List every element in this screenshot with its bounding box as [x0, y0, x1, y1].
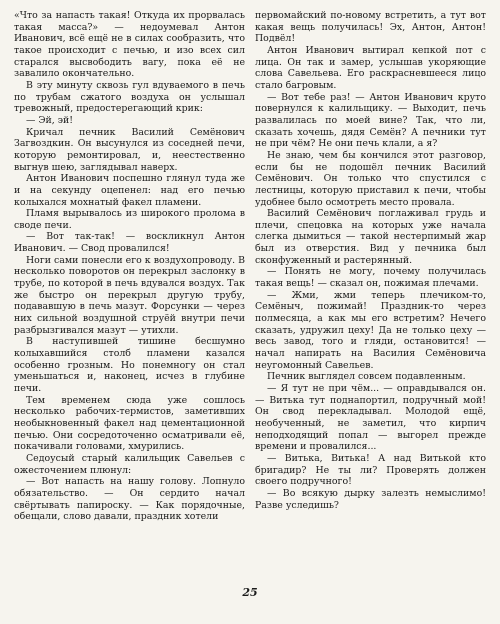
- paragraph: Печник выглядел совсем подавленным.: [267, 371, 466, 383]
- paragraph: Ноги сами понесли его к воздухопроводу. В несколько поворотов он перекрыл заслонку в трубе, по которой в печь вдувался воздух. Так же быстро он перекрыл другую трубу, подававшую в печь мазут. Форсунки — через них сильной воздушной струёй внутри печи разбрызгивался мазут — утихли.: [14, 254, 245, 336]
- paragraph: Седоусый старый калильщик Савельев с ожесточением плюнул:: [14, 452, 245, 476]
- paragraph: Василий Семёнович поглаживал грудь и плечи, спецовка на которых уже начала слегка дымиться — такой нестерпимый жар был из отверстия. Вид у печника был сконфуженный и растерянный.: [255, 208, 486, 266]
- right-column: [255, 10, 486, 580]
- paragraph: первомайский по-новому встретить, а тут вот какая вещь получилась! Эх, Антон, Антон! Подвёл!: [255, 10, 486, 45]
- paragraph: — Я тут не при чём... — оправдывался он. — Витька тут поднапортил, подручный мой! Он свод перекладывал. Молодой ещё, необученный, не заметил, что кирпич неподходящий попал — выгорел прежде времени и провалился...: [255, 383, 486, 453]
- paragraph: — Эй, эй!: [26, 114, 74, 126]
- left-column: [14, 10, 245, 580]
- paragraph: — Вот тебе раз! — Антон Иванович круто повернулся к калильщику. — Выходит, печь развалилась по моей вине? Так, что ли, сказать хочешь, дядя Семён? А печники тут не при чём? Не они печь клали, а я?: [255, 91, 486, 150]
- paragraph: — Жми, жми теперь плечиком-то, Семёныч, пожимай! Праздник-то через полмесяца, а как мы его встретим? Нечего сказать, удружил цеху! Да не только цеху — весь завод, того и гляди, остановится! — начал напирать на Василия Семёновича неугомонный Савельев.: [255, 289, 486, 371]
- paragraph: Пламя вырывалось из широкого пролома в своде печи.: [14, 208, 245, 231]
- paragraph: — Вот напасть на нашу голову. Лопнуло обязательство. — Он сердито начал свёртывать папироску. — Как порядочные, обещали, слово давали, праздник хотели: [14, 476, 245, 523]
- page-number: 25: [242, 586, 258, 599]
- paragraph: — Витька, Витька! А над Витькой кто бригадир? Не ты ли? Проверять должен своего подручного!: [255, 452, 486, 488]
- paragraph: — Вот так-так! — воскликнул Антон Иванович. — Свод провалился!: [14, 231, 245, 255]
- paragraph: «Что за напасть такая! Откуда их прорвалась такая масса?» — недоумевал Антон Иванович, всё ещё не в силах сообразить, что такое происходит с печью, и изо всех сил старался высвободить вагу, пока её не завалило окончательно.: [14, 10, 245, 80]
- paragraph: — Понять не могу, почему получилась такая вещь! — сказал он, пожимая плечами.: [255, 266, 486, 290]
- paragraph: В наступившей тишине бесшумно колыхавшийся столб пламени казался особенно грозным. Но понемногу он стал уменьшаться и, наконец, исчез в глубине печи.: [14, 336, 245, 394]
- paragraph: В эту минуту сквозь гул вдуваемого в печь по трубам сжатого воздуха он услышал тревожный, предостерегающий крик:: [14, 79, 245, 115]
- paragraph: Антон Иванович вытирал кепкой пот с лица. Он так и замер, услышав укоряющие слова Савельева. Его раскрасневшееся лицо стало багровым.: [255, 44, 486, 91]
- paragraph: — Во всякую дырку залезть немыслимо! Разве уследишь?: [255, 487, 486, 511]
- paragraph: Не знаю, чем бы кончился этот разговор, если бы не подошёл печник Василий Семёнович. Он только что спустился с лестницы, которую приставил к печи, чтобы удобнее было осмотреть место провала.: [255, 149, 486, 208]
- paragraph: Кричал печник Василий Семёнович Загвоздкин. Он высунулся из соседней печи, которую ремонтировал, и, неестественно выгнув шею, заглядывал наверх.: [14, 126, 245, 173]
- text-columns: [14, 10, 486, 580]
- paragraph: Тем временем сюда уже сошлось несколько рабочих-термистов, заметивших необыкновенный факел над цементационной печью. Они сосредоточенно осматривали её, покачивали головами, хмурились.: [14, 394, 245, 453]
- paragraph: Антон Иванович поспешно глянул туда же и на секунду оцепенел: над его печью колыхался мохнатый факел пламени.: [14, 173, 245, 208]
